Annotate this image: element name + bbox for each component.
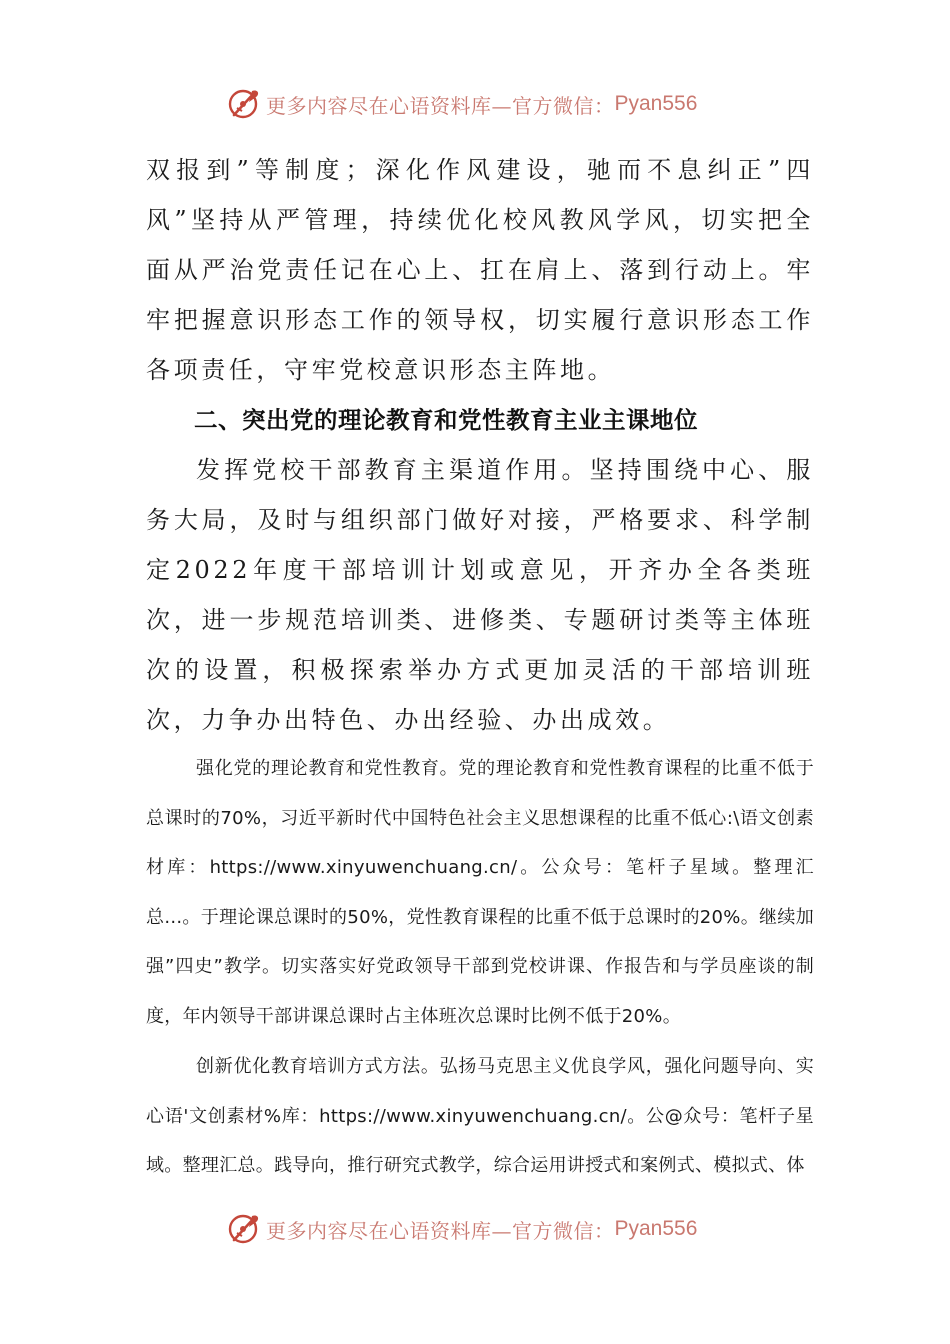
header-watermark <box>226 84 697 124</box>
quill-stamp-icon <box>226 1211 262 1247</box>
quill-stamp-icon <box>226 86 262 122</box>
paragraph-main-channel: 发挥党校干部教育主渠道作用。坚持围绕中心、服务大局，及时与组织部门做好对接，严格要求、科学制定2022年度干部培训计划或意见，开齐办全各类班次，进一步规范培训类、进修类、专题研讨类等主体班次的设置，积极探索举办方式更加灵活的干部培训班次，力争办出特色、办出经验、办出成效。 <box>146 456 814 734</box>
wechat-id: Pyan556 <box>614 92 698 115</box>
wechat-id: Pyan556 <box>614 1217 698 1240</box>
paragraph-discipline: 双报到”等制度；深化作风建设，驰而不息纠正”四风”坚持从严管理，持续优化校风教风学风，切实把全面从严治党责任记在心上、扛在肩上、落到行动上。牢牢把握意识形态工作的领导权，切实履行意识形态工作各项责任，守牢党校意识形态主阵地。 <box>146 156 814 384</box>
section-heading-2: 二、突出党的理论教育和党性教育主业主课地位 <box>194 406 698 434</box>
watermark-text: 更多内容尽在心语资料库—官方微信： <box>266 93 615 118</box>
watermark-text: 更多内容尽在心语资料库—官方微信： <box>266 1218 615 1243</box>
paragraph-theory-education: 强化党的理论教育和党性教育。党的理论教育和党性教育课程的比重不低于总课时的70%，习近平新时代中国特色社会主义思想课程的比重不低心:\语文创素材库：https://www.xinyuwenchuang.cn/。公众号：笔杆子星域。整理汇总...。于理论课总课时的50%，党性教育课程的比重不低于总课时的20%。继续加强”四史”教学。切实落实好党政领导干部到党校讲课、作报告和与学员座谈的制度，年内领导干部讲课总课时占主体班次总课时比例不低于20%。 <box>146 758 814 1027</box>
paragraph-teaching-methods: 创新优化教育培训方式方法。弘扬马克思主义优良学风，强化问题导向、实心语'文创素材%库：https://www.xinyuwenchuang.cn/。公@众号：笔杆子星域。整理汇总。践导向，推行研究式教学，综合运用讲授式和案例式、模拟式、体 <box>146 1056 814 1176</box>
footer-watermark <box>226 1209 697 1249</box>
